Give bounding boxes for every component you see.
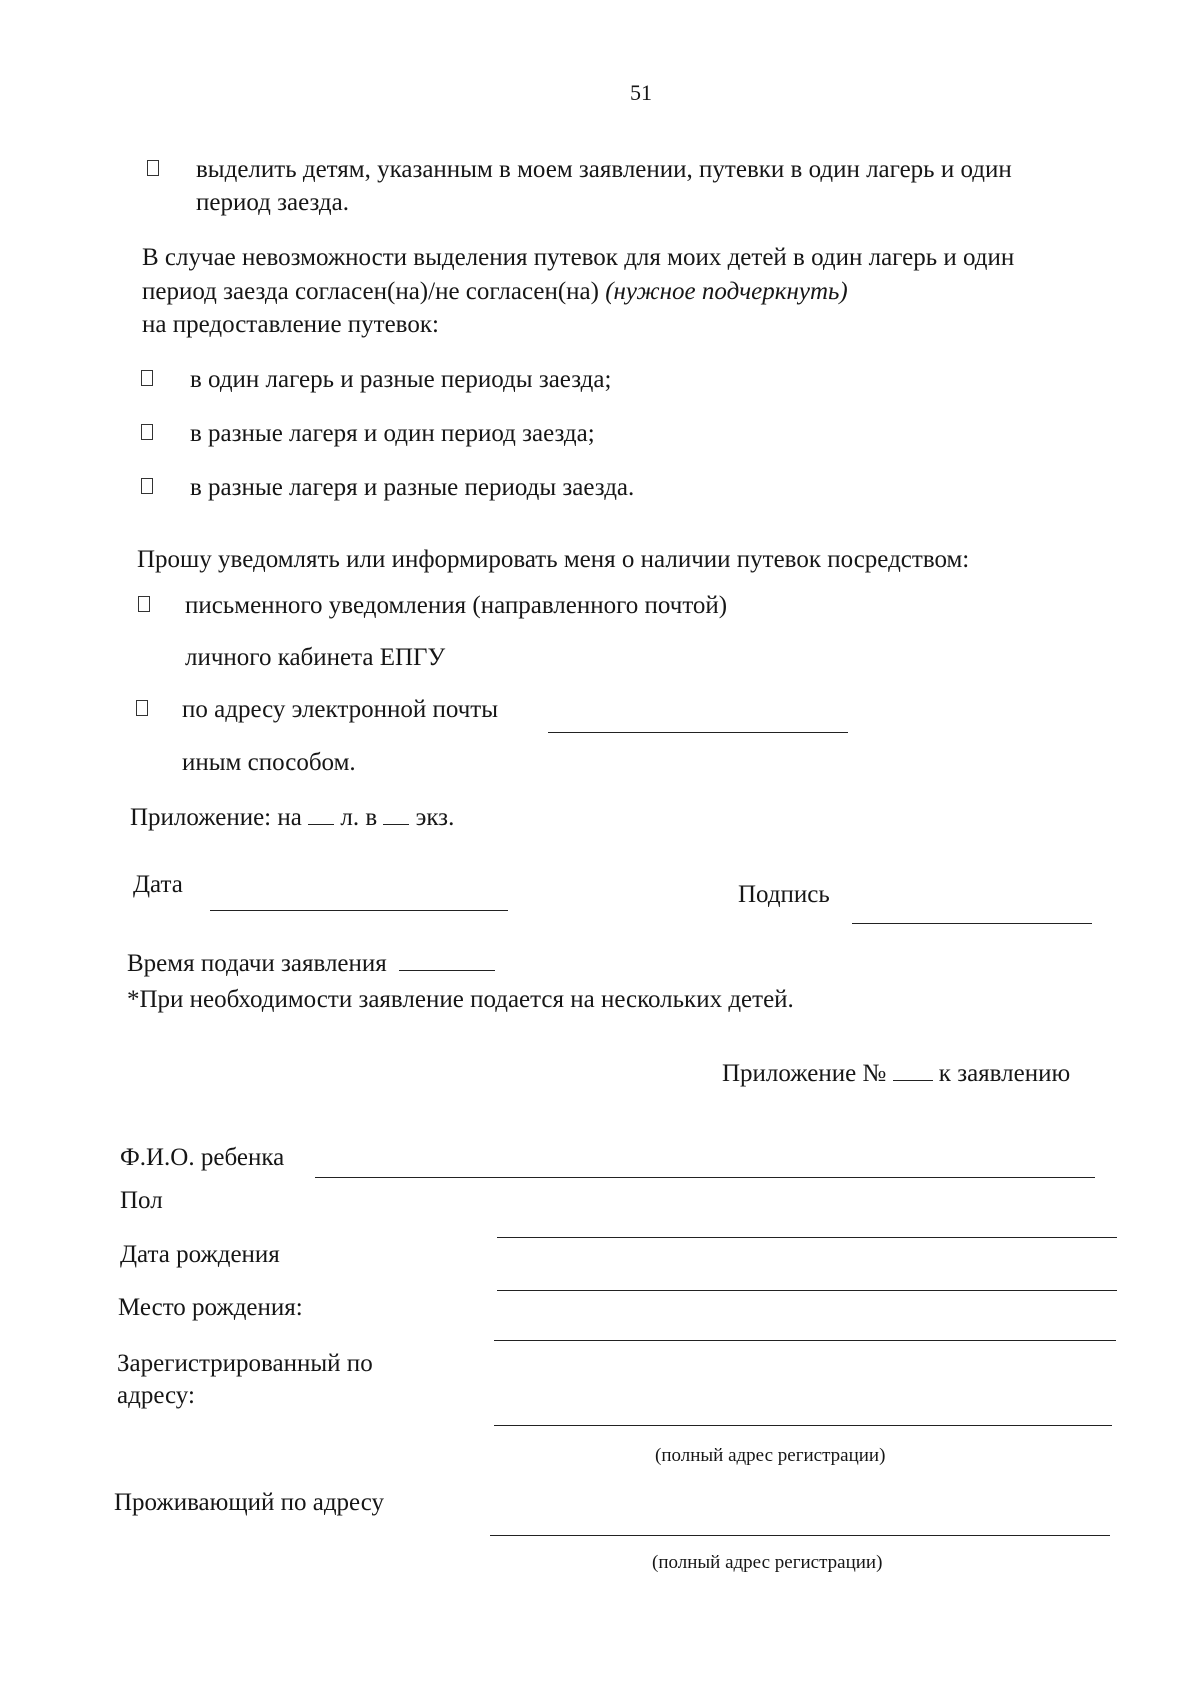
registered-address-hint: (полный адрес регистрации) [655,1445,886,1466]
submission-time-blank[interactable] [399,948,495,971]
option-same-camp-line2: период заезда. [196,189,349,216]
footnote: *При необходимости заявление подается на нескольких детей. [127,986,794,1013]
birth-date-label: Дата рождения [120,1241,280,1268]
attachment-mid: л. в [340,804,378,831]
email-field-line[interactable] [548,732,848,733]
sex-field-line[interactable] [497,1237,1117,1238]
consent-line1: В случае невозможности выделения путевок для моих детей в один лагерь и один [142,244,1015,271]
child-name-label: Ф.И.О. ребенка [120,1144,285,1171]
sex-label: Пол [120,1187,163,1214]
option-same-camp-line1: выделить детям, указанным в моем заявлении, путевки в один лагерь и один [196,156,1012,183]
attachment-prefix: Приложение: на [130,804,302,831]
consent-choice: период заезда согласен(на)/не согласен(на) [142,278,599,305]
attachment-sheets-blank[interactable] [308,804,334,825]
residing-address-field-line[interactable] [490,1535,1110,1536]
attachment-line [130,803,454,833]
checkbox-diff-camps-one-period[interactable] [141,424,153,440]
residing-address-hint: (полный адрес регистрации) [652,1552,883,1573]
checkbox-diff-camps-diff-periods[interactable] [141,478,153,494]
registered-address-field-line[interactable] [494,1425,1112,1426]
notify-option-mail: письменного уведомления (направленного почтой) [185,592,728,619]
birth-place-field-line[interactable] [494,1340,1116,1341]
residing-label: Проживающий по адресу [114,1489,385,1516]
appendix-header [722,1058,1070,1089]
page-number: 51 [630,80,652,105]
option-one-camp-diff-periods: в один лагерь и разные периоды заезда; [190,366,612,393]
notify-option-other: иным способом. [182,749,356,776]
consent-note: (нужное подчеркнуть) [605,278,848,305]
submission-time-label: Время подачи заявления [127,950,387,977]
date-field-line[interactable] [210,910,508,911]
option-diff-camps-one-period: в разные лагеря и один период заезда; [190,420,595,447]
checkbox-notify-mail[interactable] [138,596,150,612]
notify-option-email: по адресу электронной почты [182,696,498,723]
registered-label-line1: Зарегистрированный по [117,1350,373,1377]
option-diff-camps-diff-periods: в разные лагеря и разные периоды заезда. [190,474,635,501]
registered-label-line2: адресу: [117,1382,195,1409]
consent-line3: на предоставление путевок: [142,311,439,338]
consent-line2 [142,277,848,307]
birth-place-label: Место рождения: [118,1294,303,1321]
signature-field-line[interactable] [852,923,1092,924]
checkbox-same-camp-same-period[interactable] [147,160,159,176]
checkbox-notify-email[interactable] [136,700,148,716]
notify-option-epgu: личного кабинета ЕПГУ [185,644,446,671]
child-name-field-line[interactable] [315,1177,1095,1178]
signature-label: Подпись [738,881,830,908]
submission-time [127,948,495,979]
birth-date-field-line[interactable] [497,1290,1117,1291]
appendix-number-blank[interactable] [893,1058,933,1081]
attachment-suffix: экз. [415,804,455,831]
notify-intro: Прошу уведомлять или информировать меня о наличии путевок посредством: [137,546,970,573]
attachment-copies-blank[interactable] [383,804,409,825]
appendix-prefix: Приложение № [722,1060,887,1087]
date-label: Дата [133,871,183,898]
checkbox-one-camp-diff-periods[interactable] [141,370,153,386]
appendix-suffix: к заявлению [938,1060,1071,1087]
